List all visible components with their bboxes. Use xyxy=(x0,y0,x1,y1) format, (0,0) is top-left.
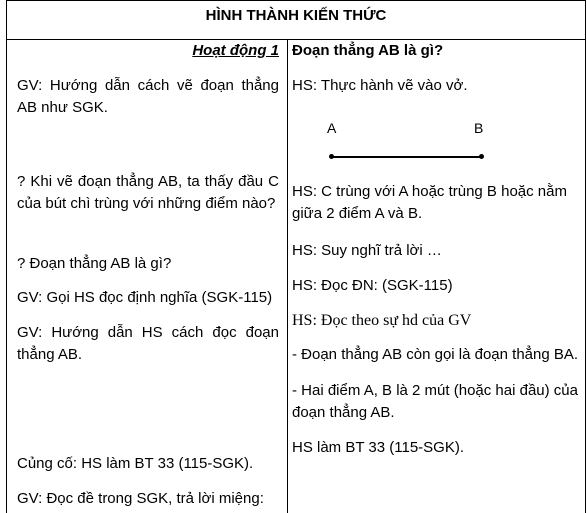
teacher-text-2: GV: Gọi HS đọc định nghĩa (SGK-115) xyxy=(17,289,273,306)
student-text-7: - Hai điểm A, B là 2 mút (hoặc hai đầu) của đoạn thẳng AB. xyxy=(292,382,578,421)
column-divider xyxy=(287,40,288,513)
student-text-2: HS: C trùng với A hoặc trùng B hoặc nằm giữa 2 điểm A và B. xyxy=(292,183,567,222)
point-b-dot xyxy=(479,154,484,159)
teacher-text-3: GV: Hướng dẫn HS cách đọc đoạn thẳng AB. xyxy=(17,324,279,363)
point-a-label: A xyxy=(327,120,337,136)
activity-label: Hoạt động 1 xyxy=(192,42,279,59)
teacher-text-5: GV: Đọc đề trong SGK, trả lời miệng: xyxy=(17,490,264,507)
student-text-4: HS: Đọc ĐN: (SGK-115) xyxy=(292,277,453,294)
teacher-text-1: GV: Hướng dẫn cách vẽ đoạn thẳng AB như SGK. xyxy=(17,77,279,116)
point-b-label: B xyxy=(474,120,484,136)
student-text-1: HS: Thực hành vẽ vào vở. xyxy=(292,77,468,94)
activity-topic: Đoạn thẳng AB là gì? xyxy=(292,42,444,59)
teacher-text-4: Củng cố: HS làm BT 33 (115-SGK). xyxy=(17,455,254,472)
point-a-dot xyxy=(329,154,334,159)
segment-ab xyxy=(331,156,481,158)
student-text-8: HS làm BT 33 (115-SGK). xyxy=(292,439,465,456)
student-text-6: - Đoạn thẳng AB còn gọi là đoạn thẳng BA. xyxy=(292,346,579,363)
student-text-3: HS: Suy nghĩ trả lời … xyxy=(292,242,442,259)
section-header: HÌNH THÀNH KIẾN THỨC xyxy=(205,7,387,24)
student-text-5: HS: Đọc theo sự hd của GV xyxy=(292,312,472,329)
teacher-question-2: ? Đoạn thẳng AB là gì? xyxy=(17,255,172,272)
teacher-question-1: ? Khi vẽ đoạn thẳng AB, ta thấy đầu C của bút chì trùng với những điểm nào? xyxy=(17,173,279,212)
